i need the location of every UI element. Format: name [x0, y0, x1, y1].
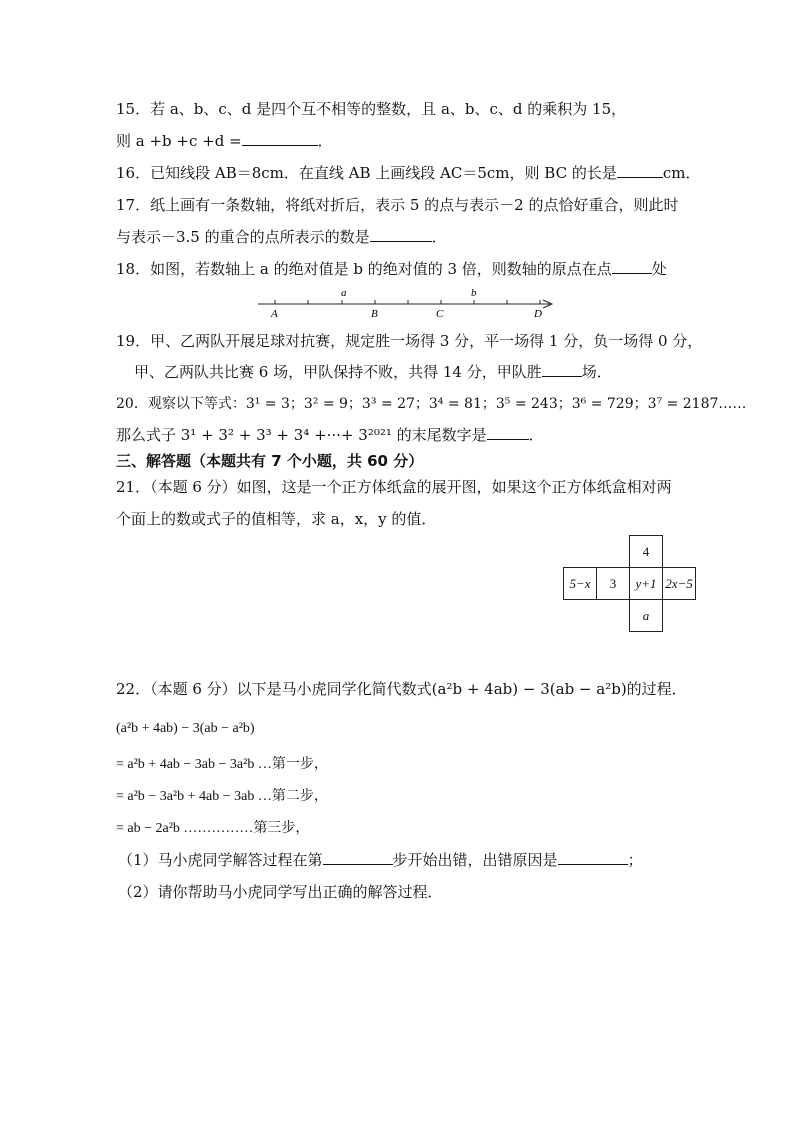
q15-line1: 15．若 a、b、c、d 是四个互不相等的整数，且 a、b、c、d 的乘积为 15， [116, 100, 627, 118]
q20-line1: 20．观察以下等式：3¹ = 3；3² = 9；3³ = 27；3⁴ = 81；3⁵ = 243；3⁶ = 729；3⁷ = 2187…… [116, 396, 747, 412]
q16-prompt: 16．已知线段 AB＝8cm．在直线 AB 上画线段 AC＝5cm，则 BC 的长是 [116, 164, 617, 182]
q19-prompt: 甲、乙两队共比赛 6 场，甲队保持不败，共得 14 分，甲队胜 [134, 363, 542, 381]
q15-answer-blank[interactable] [242, 131, 318, 146]
q20-answer-blank[interactable] [487, 425, 529, 440]
cube-net [563, 535, 696, 632]
q22-step1: = a²b + 4ab − 3ab − 3a²b …第一步， [116, 757, 328, 772]
q20-line2 [116, 424, 544, 446]
q22-sub1 [118, 849, 643, 871]
q18-end: 处 [651, 260, 667, 278]
q16-answer-blank[interactable] [617, 163, 663, 178]
q19-line2 [134, 361, 612, 383]
cube-face-3: 3 [597, 568, 630, 600]
q22-step2: = a²b − 3a²b + 4ab − 3ab …第二步， [116, 789, 328, 804]
cube-face-2x-minus-5: 2x−5 [663, 568, 696, 600]
q15-end: ． [317, 132, 333, 150]
label-C: C [436, 308, 444, 320]
q17-answer-blank[interactable] [370, 227, 432, 242]
q22-sub2: （2）请你帮助马小虎同学写出正确的解答过程． [118, 883, 443, 901]
q18-answer-blank[interactable] [612, 259, 652, 274]
q22-sub1-end: ； [627, 851, 643, 869]
cube-face-bottom: a [630, 600, 663, 632]
q16-unit: cm． [662, 164, 701, 182]
q19-answer-blank[interactable] [542, 362, 582, 377]
number-line-figure [250, 283, 565, 321]
q17-line2 [116, 226, 447, 248]
q22-sub1-mid: 步开始出错，出错原因是 [392, 851, 558, 869]
section-3-heading: 三、解答题（本题共有 7 个小题，共 60 分） [116, 452, 424, 470]
label-B: B [371, 308, 378, 320]
q20-end: ． [528, 426, 544, 444]
q22-step3: = ab − 2a²b ……………第三步， [116, 821, 310, 836]
q18-prompt: 18．如图，若数轴上 a 的绝对值是 b 的绝对值的 3 倍，则数轴的原点在点 [116, 260, 612, 278]
number-line-ticks [275, 300, 540, 304]
q15-line2 [116, 130, 333, 152]
q18-line [116, 258, 667, 280]
q22-sub1-prompt: （1）马小虎同学解答过程在第 [118, 851, 323, 869]
q17-prompt: 与表示－3.5 的重合的点所表示的数是 [116, 228, 370, 246]
q20-prompt: 那么式子 3¹ + 3² + 3³ + 3⁴ +···+ 3²⁰²¹ 的末尾数字是 [116, 426, 487, 444]
cube-face-top: 4 [630, 536, 663, 568]
q21-line2: 个面上的数或式子的值相等，求 a，x，y 的值． [116, 510, 437, 528]
q19-line1: 19．甲、乙两队开展足球对抗赛，规定胜一场得 3 分，平一场得 1 分，负一场得 0 分， [116, 332, 703, 350]
label-A: A [271, 308, 278, 320]
q19-end: 场． [581, 363, 612, 381]
label-a: a [341, 287, 347, 299]
label-b: b [471, 287, 477, 299]
q22-step-blank[interactable] [323, 850, 393, 865]
q22-expression: (a²b + 4ab) − 3(ab − a²b) [116, 721, 255, 736]
q22-intro: 22．（本题 6 分）以下是马小虎同学化简代数式(a²b + 4ab) − 3(ab − a²b)的过程． [116, 680, 687, 698]
q22-reason-blank[interactable] [558, 850, 628, 865]
label-D: D [534, 308, 542, 320]
cube-face-5-minus-x: 5−x [564, 568, 597, 600]
q17-line1: 17．纸上画有一条数轴，将纸对折后，表示 5 的点与表示－2 的点恰好重合，则此时 [116, 196, 679, 214]
cube-face-y-plus-1: y+1 [630, 568, 663, 600]
q21-line1: 21．（本题 6 分）如图，这是一个正方体纸盒的展开图，如果这个正方体纸盒相对两 [116, 478, 672, 496]
q15-prompt: 则 a +b +c +d = [116, 132, 242, 150]
q16-line [116, 162, 700, 184]
q17-end: ． [431, 228, 447, 246]
